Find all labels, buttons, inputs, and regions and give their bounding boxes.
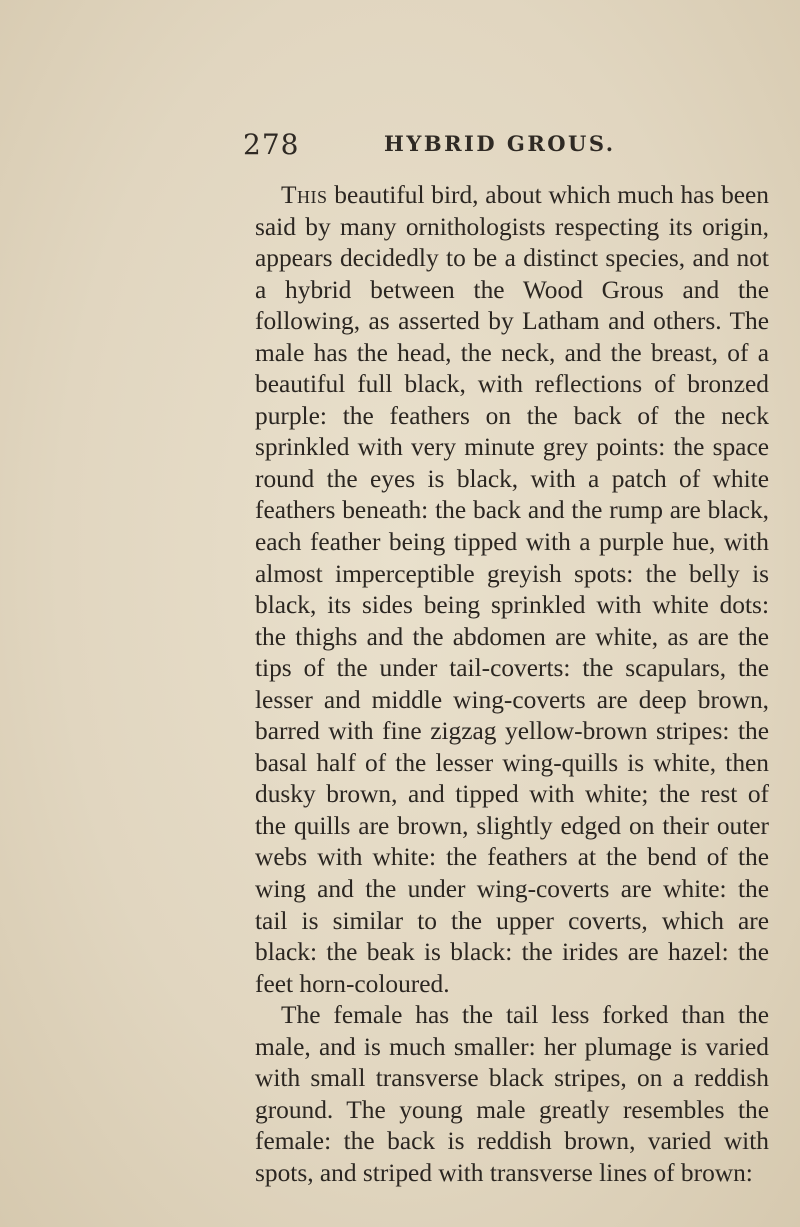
page-number: 278 <box>243 128 300 161</box>
paragraph-1 <box>255 180 769 1000</box>
paragraph-text: The female has the tail less forked than the male, and is much smaller: her plumage is varied with small transverse black stripes, on a reddish ground. The young male greatly resembles the female: the back is reddish brown, varied with spots, and striped with transverse lines of brown: <box>255 1001 769 1187</box>
page-header <box>243 128 768 170</box>
body-text <box>255 180 769 1190</box>
running-head: HYBRID GROUS. <box>384 131 616 156</box>
paragraph-lead-small-caps: This <box>281 181 328 209</box>
paragraph-text: beautiful bird, about which much has been said by many ornithologists respecting its origin, appears decidedly to be a distinct species, and not a hybrid between the Wood Grous and the following, as asserted by Latham and others. The male has the head, the neck, and the breast, of a beautiful full black, with reflections of bronzed purple: the feathers on the back of the neck sprinkled with very minute grey points: the space round the eyes is black, with a patch of white feathers beneath: the back and the rump are black, each feather being tipped with a purple hue, with almost imperceptible greyish spots: the belly is black, its sides being sprinkled with white dots: the thighs and the abdomen are white, as are the tips of the under tail-coverts: the scapulars, the lesser and middle wing-coverts are deep brown, barred with fine zigzag yellow-brown stripes: the basal half of the lesser wing-quills is white, then dusky brown, and tipped with white; the rest of the quills are brown, slightly edged on their outer webs with white: the feathers at the bend of the wing and the under wing-coverts are white: the tail is similar to the upper coverts, which are black: the beak is black: the irides are hazel: the feet horn-coloured. <box>255 181 769 998</box>
paragraph-2 <box>255 1000 769 1189</box>
